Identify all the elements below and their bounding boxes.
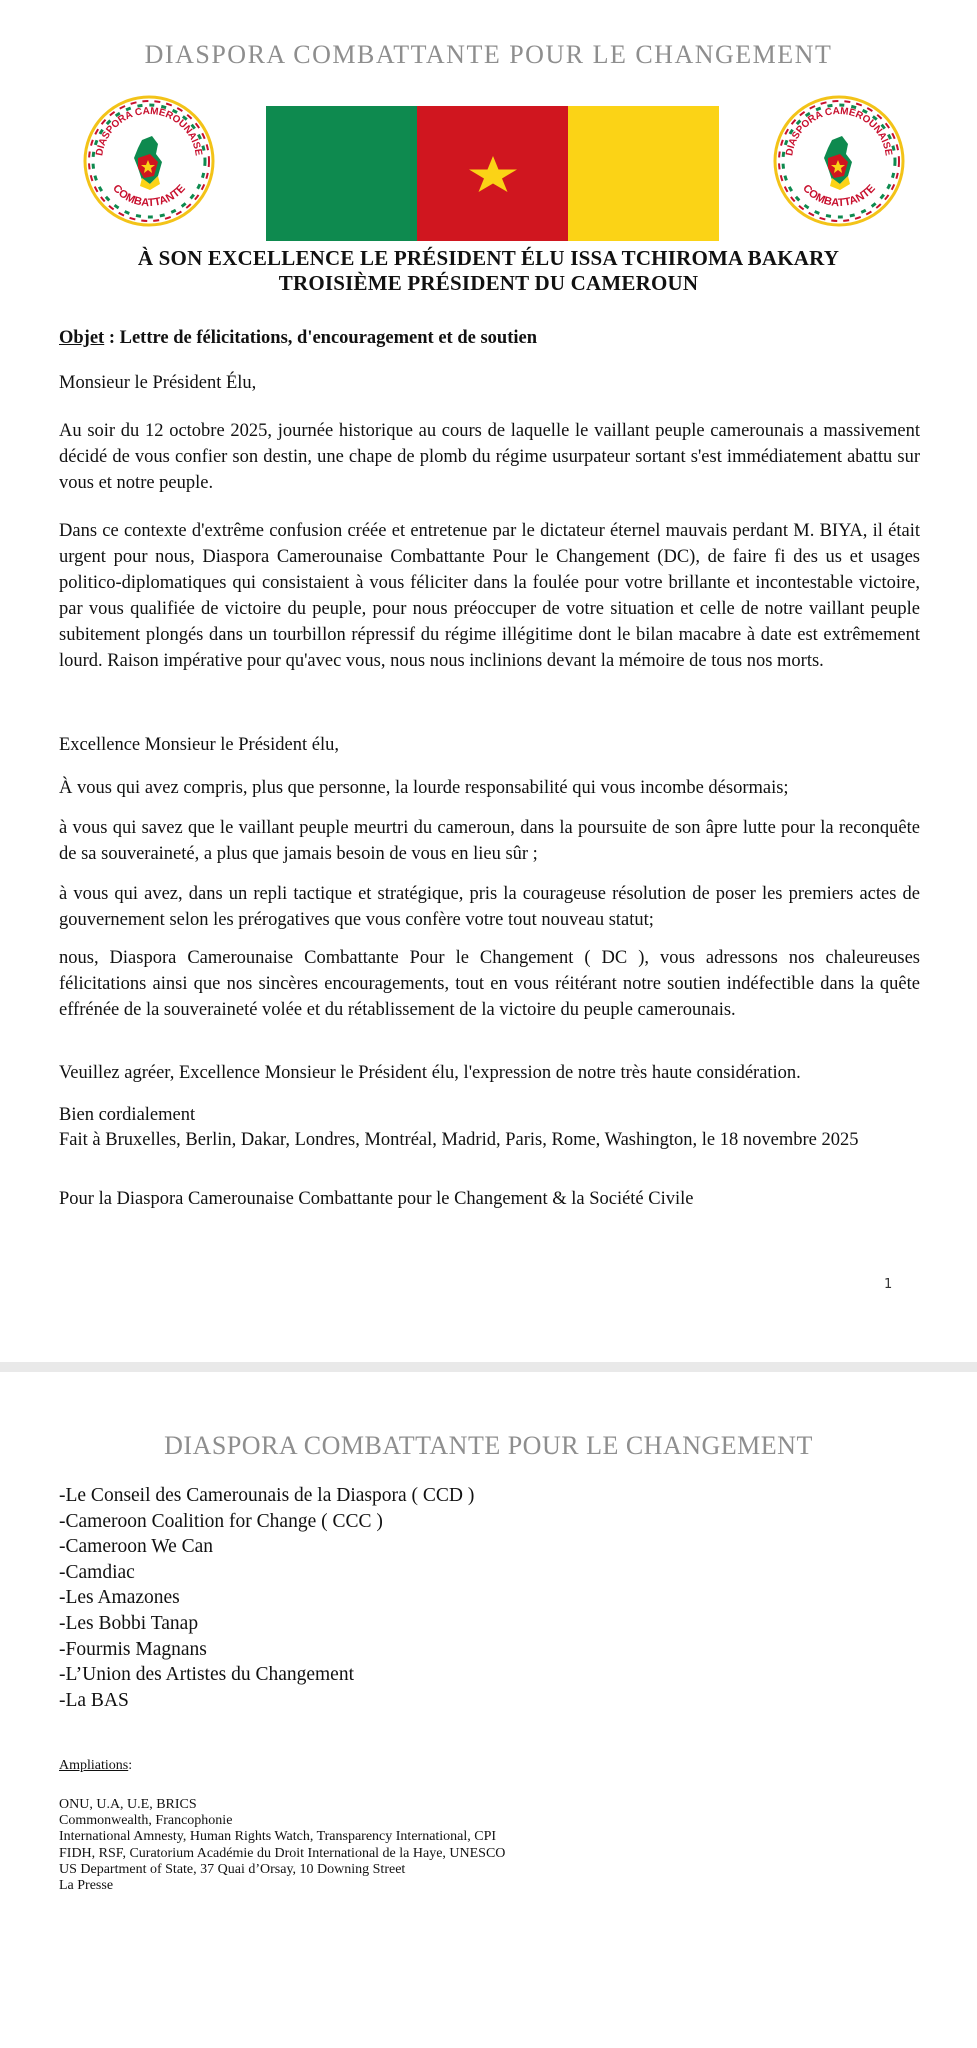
page-number: 1 xyxy=(884,1277,893,1292)
paragraph-5: à vous qui savez que le vaillant peuple meurtri du cameroun, dans la poursuite de son âpre lutte pour la reconquête de sa souveraineté, a plus que jamais besoin de vous en lieu sûr ; xyxy=(59,818,920,864)
subject-text: : Lettre de félicitations, d'encouragement et de soutien xyxy=(104,328,537,348)
ampliations-list xyxy=(59,1797,505,1894)
page-separator xyxy=(0,1362,977,1372)
svg-text:DIASPORA CAMEROUNAISE: DIASPORA CAMEROUNAISE xyxy=(784,105,894,157)
subject-label: Objet xyxy=(59,328,105,348)
flag-yellow-band xyxy=(568,106,719,241)
signature-line: Pour la Diaspora Camerounaise Combattante pour le Changement & la Société Civile xyxy=(59,1189,694,1209)
paragraph-1: Au soir du 12 octobre 2025, journée historique au cours de laquelle le vaillant peuple camerounais a massivement décidé de vous confier son destin, une chape de plomb du régime usurpateur sortant s'est immédiatement abattu sur vous et notre peuple. xyxy=(59,421,920,493)
svg-text:COMBATTANTE: COMBATTANTE xyxy=(110,182,188,210)
svg-text:COMBATTANTE: COMBATTANTE xyxy=(800,182,878,210)
paragraph-6: à vous qui avez, dans un repli tactique et stratégique, pris la courageuse résolution de poser les premiers actes de gouvernement selon les prérogatives que vous confère votre tout nouveau statut; xyxy=(59,884,920,930)
flag-green-band xyxy=(266,106,417,241)
paragraph-2: Dans ce contexte d'extrême confusion créée et entretenue par le dictateur éternel mauvais perdant M. BIYA, il était urgent pour nous, Diaspora Camerounaise Combattante Pour le Changement (DC), de faire fi des us et usages politico-diplomatiques qui consistaient à vous féliciter dans la foulée pour votre brillante et incontestable victoire, par vous qualifiée de victoire du peuple, pour nous préoccuper de votre situation et celle de notre vaillant peuple subitement plongés dans un tourbillon répressif du régime illégitime dont le bilan macabre à date est extrêmement lourd. Raison impérative pour qu'avec vous, nous nous inclinions devant la mémoire de tous nos morts. xyxy=(59,521,920,671)
letter-subject xyxy=(59,325,920,351)
addressee-line-1: À SON EXCELLENCE LE PRÉSIDENT ÉLU ISSA TCHIROMA BAKARY xyxy=(137,246,840,270)
list-item: La Presse xyxy=(59,1878,114,1894)
cameroon-flag xyxy=(266,106,719,241)
list-item: -Fourmis Magnans xyxy=(59,1638,207,1660)
list-item: -L’Union des Artistes du Changement xyxy=(59,1664,354,1686)
organization-logo-right xyxy=(770,92,908,230)
ampliations-label: Ampliations xyxy=(59,1758,129,1773)
list-item: -Les Amazones xyxy=(59,1587,180,1609)
ampliations-heading xyxy=(59,1758,132,1774)
paragraph-4: À vous qui avez compris, plus que personne, la lourde responsabilité qui vous incombe désormais; xyxy=(59,778,789,798)
ampliations-suffix: : xyxy=(128,1758,133,1773)
salutation: Monsieur le Président Élu, xyxy=(59,373,257,393)
list-item: FIDH, RSF, Curatorium Académie du Droit International de la Haye, UNESCO xyxy=(59,1845,506,1861)
list-item: ONU, U.A, U.E, BRICS xyxy=(59,1797,197,1812)
organization-header: DIASPORA COMBATTANTE POUR LE CHANGEMENT xyxy=(144,40,833,69)
svg-text:DIASPORA CAMEROUNAISE: DIASPORA CAMEROUNAISE xyxy=(94,105,204,157)
paragraph-8: Veuillez agréer, Excellence Monsieur le Président élu, l'expression de notre très haute considération. xyxy=(59,1063,801,1083)
list-item: -Cameroon We Can xyxy=(59,1536,214,1558)
list-item: -Camdiac xyxy=(59,1561,135,1583)
list-item: -Les Bobbi Tanap xyxy=(59,1612,199,1634)
paragraph-3: Excellence Monsieur le Président élu, xyxy=(59,735,339,755)
list-item: Commonwealth, Francophonie xyxy=(59,1813,233,1829)
list-item: US Department of State, 37 Quai d’Orsay, 10 Downing Street xyxy=(59,1861,406,1877)
list-item: -Le Conseil des Camerounais de la Diaspora ( CCD ) xyxy=(59,1485,475,1506)
organization-logo-left xyxy=(80,92,218,230)
flag-red-band xyxy=(417,106,568,241)
list-item: -La BAS xyxy=(59,1689,129,1711)
place-date: Fait à Bruxelles, Berlin, Dakar, Londres, Montréal, Madrid, Paris, Rome, Washington, le 18 novembre 2025 xyxy=(59,1130,859,1150)
list-item: International Amnesty, Human Rights Watch, Transparency International, CPI xyxy=(59,1829,497,1845)
paragraph-7: nous, Diaspora Camerounaise Combattante Pour le Changement ( DC ), vous adressons nos chaleureuses félicitations ainsi que nos sincères encouragements, tout en vous réitérant notre soutien indéfectible dans la quête effrénée de la souveraineté volée et du rétablissement de la victoire du peuple camerounais. xyxy=(59,948,920,1020)
member-organizations-list xyxy=(59,1483,474,1713)
star-icon xyxy=(467,154,519,194)
list-item: -Cameroon Coalition for Change ( CCC ) xyxy=(59,1510,383,1532)
addressee-line-2: TROISIÈME PRÉSIDENT DU CAMEROUN xyxy=(278,271,699,295)
page-2-header: DIASPORA COMBATTANTE POUR LE CHANGEMENT xyxy=(164,1431,813,1460)
closing: Bien cordialement xyxy=(59,1105,196,1125)
